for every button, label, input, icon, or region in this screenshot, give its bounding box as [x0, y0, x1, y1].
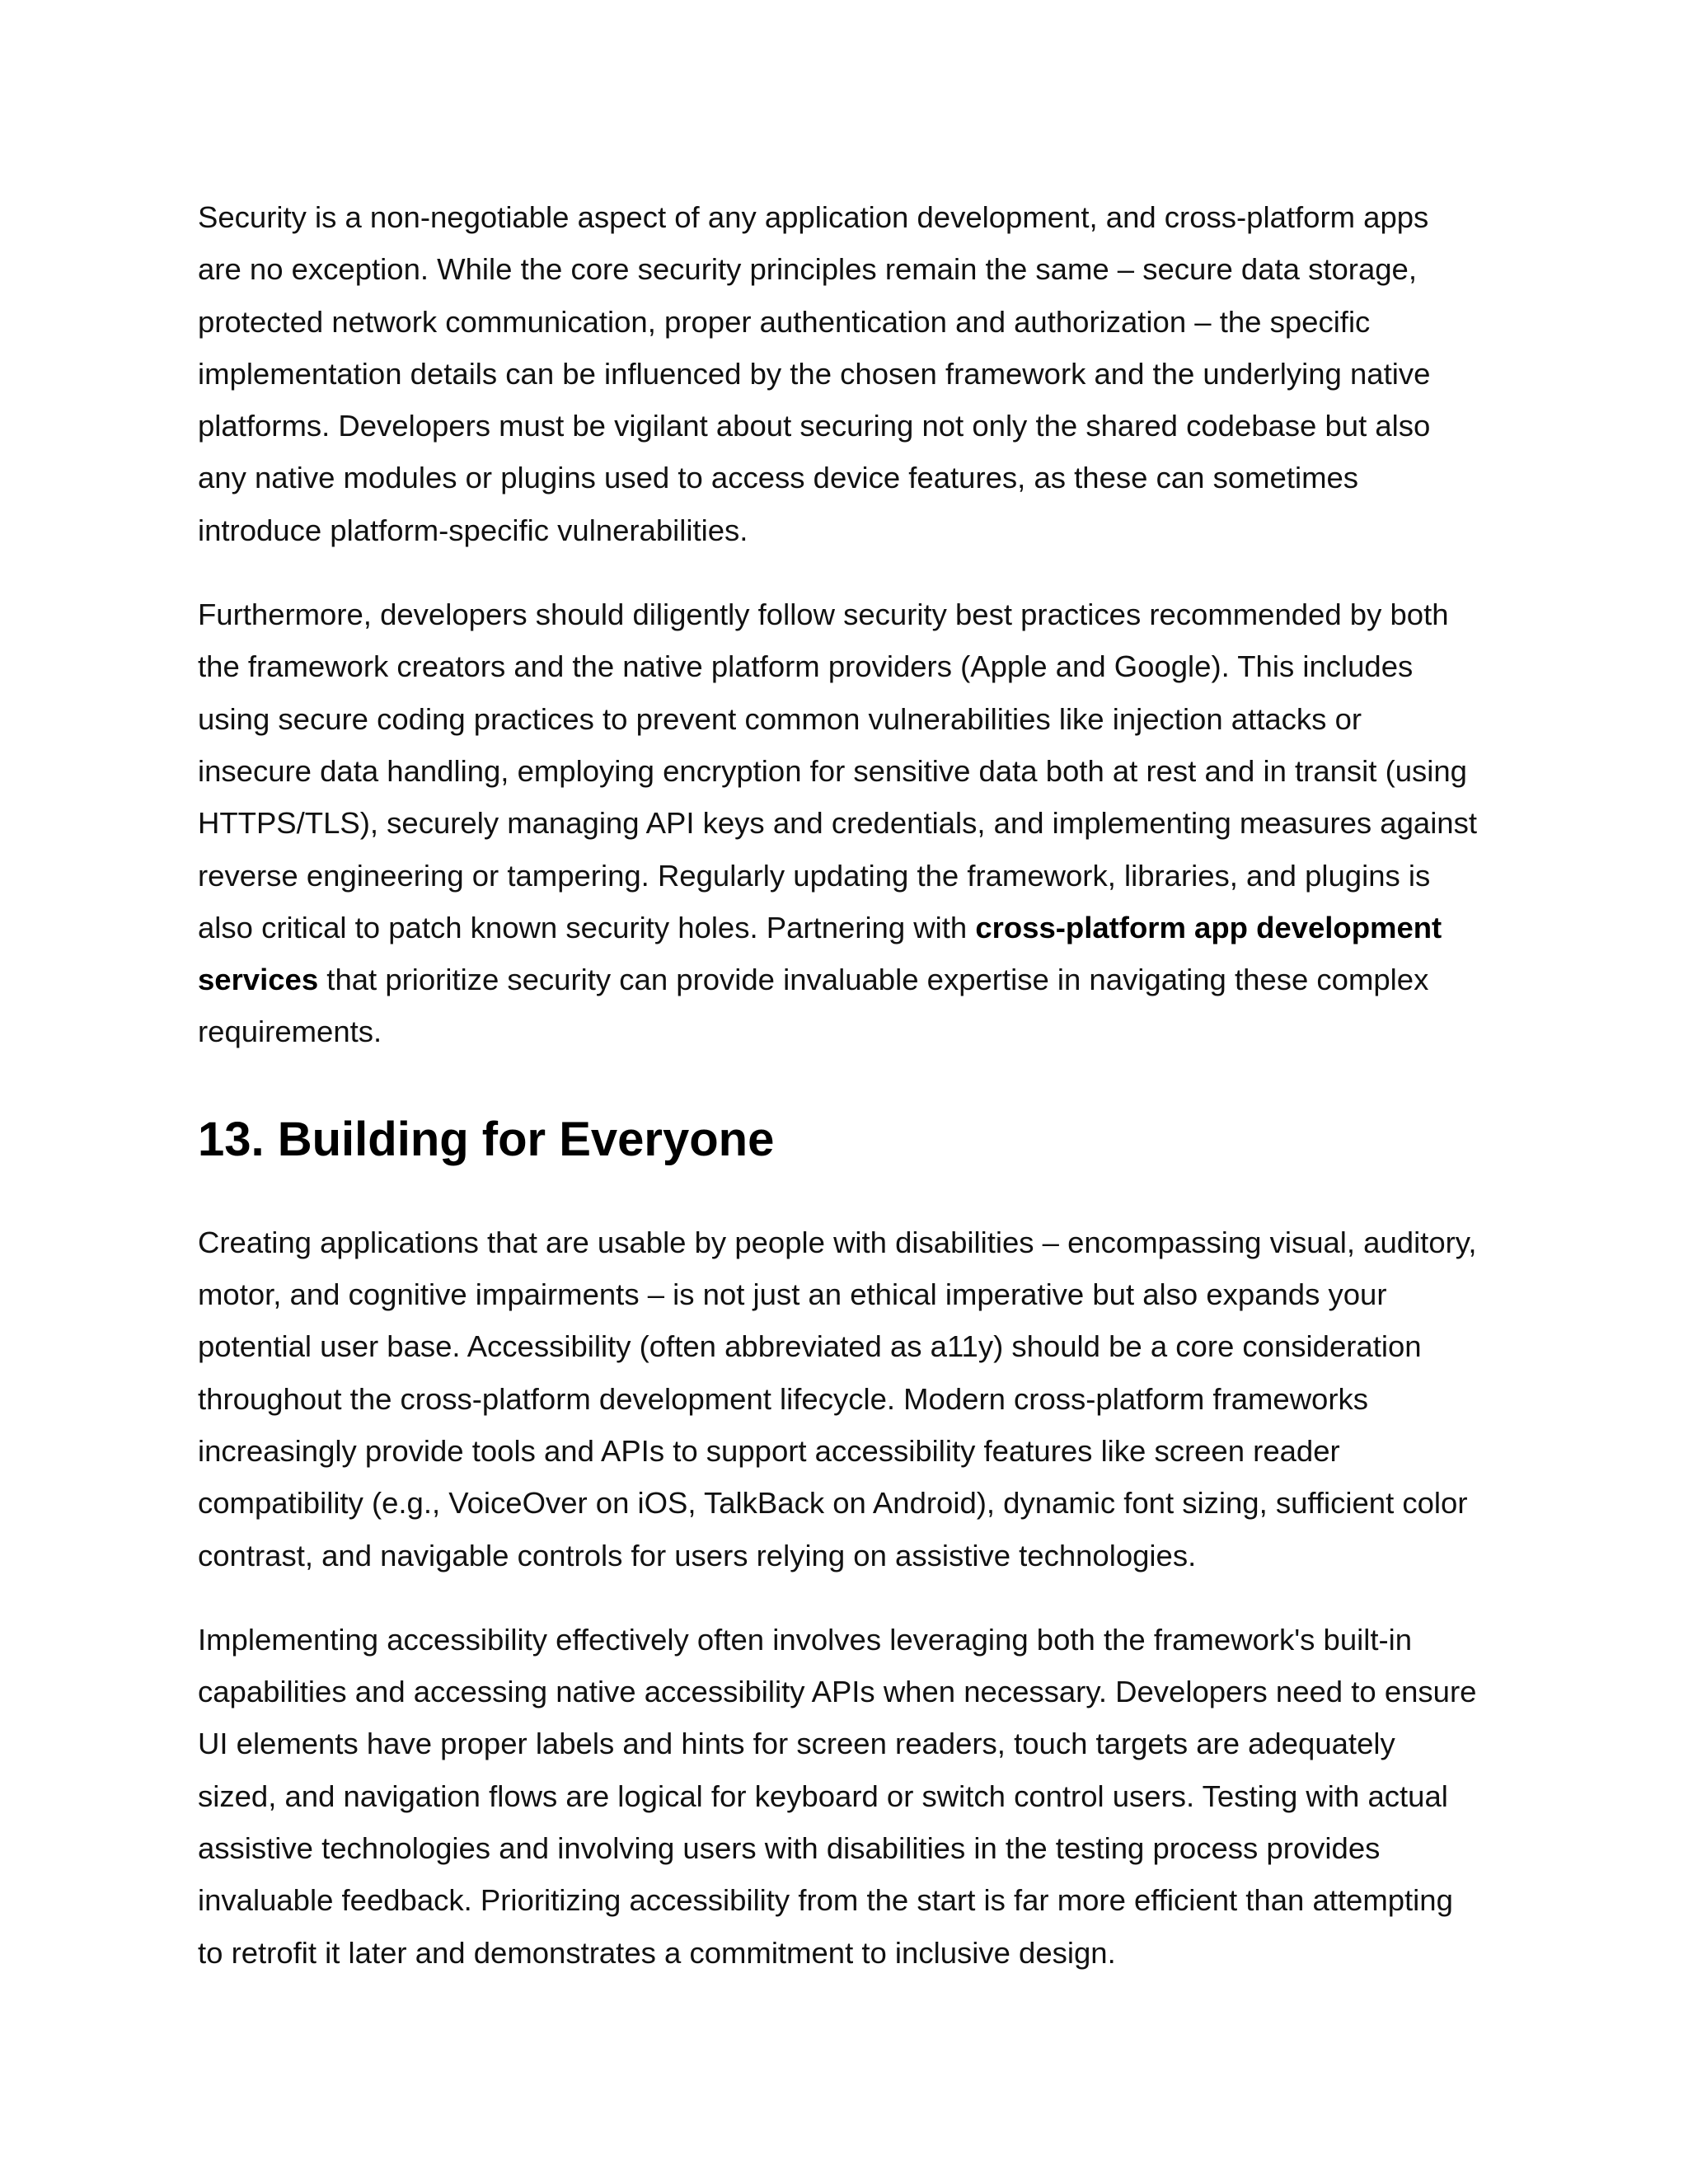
- text-line: potential user base. Accessibility (often abbreviated as a11y) should be a core consideration: [198, 1329, 1422, 1364]
- text-line: introduce platform-specific vulnerabilities.: [198, 513, 748, 547]
- text-line: increasingly provide tools and APIs to support accessibility features like screen reader: [198, 1433, 1340, 1468]
- text-line: implementation details can be influenced by the chosen framework and the underlying native: [198, 356, 1431, 391]
- text-run: also critical to patch known security holes. Partnering with: [198, 910, 976, 944]
- text-line: protected network communication, proper authentication and authorization – the specific: [198, 304, 1371, 339]
- text-run: that prioritize security can provide invaluable expertise in navigating these complex: [318, 963, 1429, 997]
- text-line: Implementing accessibility effectively often involves leveraging both the framework's built-in: [198, 1622, 1413, 1657]
- text-line: [198, 902, 1533, 954]
- text-line: motor, and cognitive impairments – is not just an ethical imperative but also expands your: [198, 1277, 1387, 1312]
- paragraph-security-intro: [198, 191, 1533, 556]
- section-heading: 13. Building for Everyone: [198, 1112, 775, 1166]
- bold-link-text: services: [198, 963, 319, 997]
- text-line: assistive technologies and involving users with disabilities in the testing process provides: [198, 1831, 1381, 1866]
- text-line: compatibility (e.g., VoiceOver on iOS, TalkBack on Android), dynamic font sizing, sufficient color: [198, 1486, 1468, 1521]
- text-line: sized, and navigation flows are logical for keyboard or switch control users. Testing with actual: [198, 1779, 1448, 1813]
- bold-link-text: cross-platform app development: [975, 910, 1442, 944]
- document-page: [198, 191, 1533, 1979]
- text-line: requirements.: [198, 1015, 382, 1049]
- text-line: the framework creators and the native platform providers (Apple and Google). This includes: [198, 649, 1414, 684]
- text-line: are no exception. While the core security principles remain the same – secure data storage,: [198, 252, 1417, 287]
- text-line: to retrofit it later and demonstrates a commitment to inclusive design.: [198, 1935, 1116, 1970]
- text-line: Security is a non-negotiable aspect of any application development, and cross-platform apps: [198, 200, 1429, 234]
- text-line: platforms. Developers must be vigilant about securing not only the shared codebase but also: [198, 409, 1431, 443]
- text-line: capabilities and accessing native accessibility APIs when necessary. Developers need to ensure: [198, 1675, 1477, 1709]
- paragraph-accessibility-intro: [198, 1216, 1533, 1582]
- text-line: Creating applications that are usable by people with disabilities – encompassing visual, auditory,: [198, 1225, 1477, 1259]
- text-line: throughout the cross-platform development lifecycle. Modern cross-platform frameworks: [198, 1381, 1369, 1416]
- text-line: contrast, and navigable controls for users relying on assistive technologies.: [198, 1538, 1197, 1572]
- text-line: insecure data handling, employing encryption for sensitive data both at rest and in transit (using: [198, 753, 1467, 788]
- text-line: any native modules or plugins used to access device features, as these can sometimes: [198, 461, 1359, 495]
- text-line: invaluable feedback. Prioritizing accessibility from the start is far more efficient than attempting: [198, 1883, 1453, 1918]
- text-line: using secure coding practices to prevent common vulnerabilities like injection attacks or: [198, 701, 1362, 736]
- paragraph-security-practices: [198, 588, 1533, 1058]
- text-line: Furthermore, developers should diligently follow security best practices recommended by both: [198, 598, 1449, 632]
- text-line: HTTPS/TLS), securely managing API keys and credentials, and implementing measures against: [198, 806, 1477, 841]
- text-line: [198, 954, 1533, 1005]
- text-line: UI elements have proper labels and hints for screen readers, touch targets are adequately: [198, 1727, 1395, 1761]
- paragraph-accessibility-implementation: [198, 1614, 1533, 1979]
- text-line: reverse engineering or tampering. Regularly updating the framework, libraries, and plugins is: [198, 858, 1431, 893]
